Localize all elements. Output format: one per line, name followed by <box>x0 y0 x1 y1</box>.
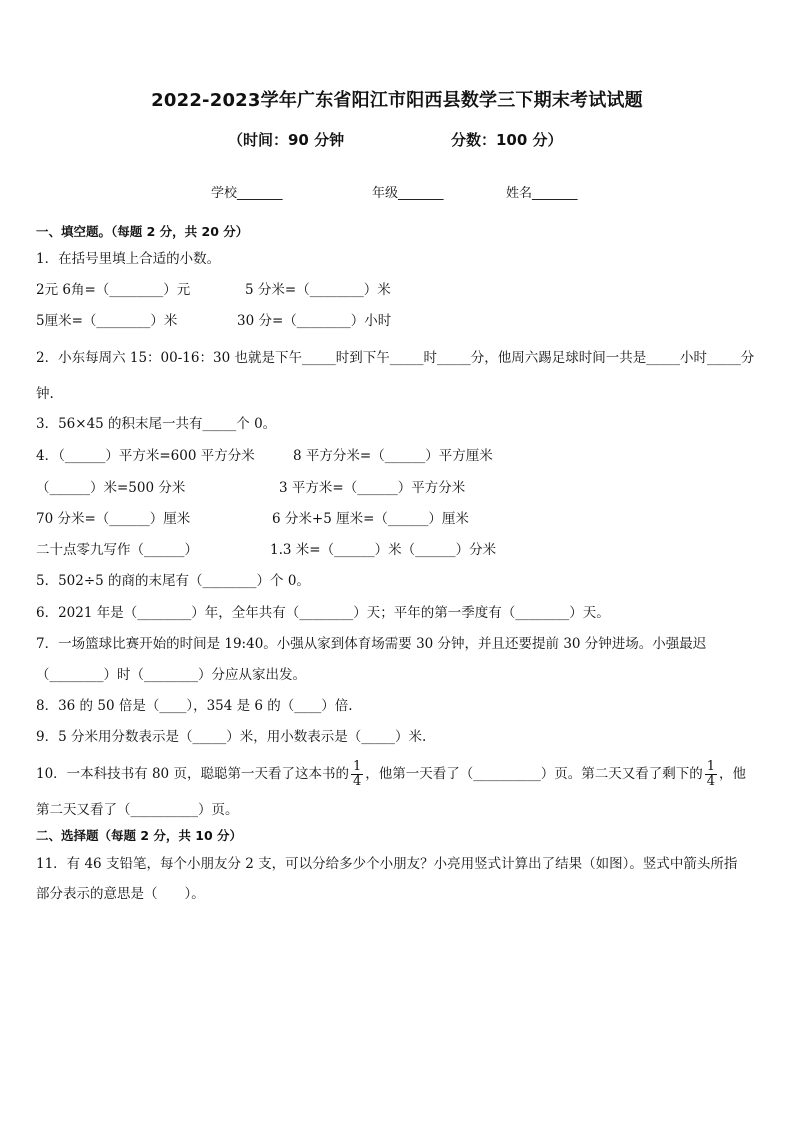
school-field: 学校_______ <box>211 186 283 201</box>
fraction-numerator: 1 <box>706 759 716 774</box>
fraction-one-quarter <box>705 760 717 789</box>
page-title: 2022-2023学年广东省阳江市阳西县数学三下期末考试试题 <box>151 90 643 111</box>
question-10-text-c: ，他 <box>719 766 747 782</box>
question-4b: 8 平方分米=（______）平方厘米 <box>293 448 493 464</box>
question-4d: 3 平方米=（______）平方分米 <box>279 480 466 496</box>
fraction-one-quarter <box>351 760 363 789</box>
question-11-line1: 11．有 46 支铅笔，每个小朋友分 2 支，可以分给多少个小朋友？小亮用竖式计算出了结果（如图）。竖式中箭头所指 <box>36 856 738 872</box>
question-11-line2: 部分表示的意思是（ ）。 <box>36 886 205 902</box>
fraction-denominator: 4 <box>706 774 716 789</box>
question-2-line2: 钟. <box>36 386 54 402</box>
grade-field: 年级_______ <box>372 186 444 201</box>
question-1c: 5厘米=（________）米 <box>36 313 178 329</box>
exam-time: （时间：90 分钟 <box>228 131 345 149</box>
question-1a: 2元 6角=（________）元 <box>36 282 191 298</box>
question-4g: 二十点零九写作（______） <box>36 542 198 558</box>
question-7-line1: 7．一场篮球比赛开始的时间是 19:40。小强从家到体育场需要 30 分钟，并且还要提前 30 分钟进场。小强最迟 <box>36 636 707 652</box>
question-10-text-a: 10．一本科技书有 80 页，聪聪第一天看了这本书的 <box>36 766 349 782</box>
question-5: 5．502÷5 的商的末尾有（________）个 0。 <box>36 573 310 589</box>
question-4a: 4．（______）平方米=600 平方分米 <box>36 448 255 464</box>
question-3: 3．56×45 的积末尾一共有_____个 0。 <box>36 416 277 432</box>
question-4h: 1.3 米=（______）米（______）分米 <box>270 542 497 558</box>
question-7-line2: （________）时（________）分应从家出发。 <box>36 667 306 683</box>
question-10-line1 <box>36 758 746 790</box>
section-fill-heading: 一、填空题。（每题 2 分，共 20 分） <box>36 224 249 239</box>
question-9: 9．5 分米用分数表示是（_____）米，用小数表示是（_____）米. <box>36 729 427 745</box>
question-10-text-b: ，他第一天看了（__________）页。第二天又看了剩下的 <box>365 766 703 782</box>
name-field: 姓名_______ <box>506 186 578 201</box>
question-8: 8．36 的 50 倍是（____），354 是 6 的（____）倍. <box>36 698 353 714</box>
question-2-line1: 2．小东每周六 15：00-16：30 也就是下午_____时到下午_____时_____分，他周六踢足球时间一共是_____小时_____分 <box>36 350 755 366</box>
question-4e: 70 分米=（______）厘米 <box>36 511 191 527</box>
question-10-line2: 第二天又看了（__________）页。 <box>36 802 239 818</box>
fraction-denominator: 4 <box>352 774 362 789</box>
question-1: 1．在括号里填上合适的小数。 <box>36 251 221 267</box>
question-4f: 6 分米+5 厘米=（______）厘米 <box>272 511 469 527</box>
question-1b: 5 分米=（________）米 <box>245 282 391 298</box>
question-6: 6．2021 年是（________）年，全年共有（________）天；平年的第一季度有（________）天。 <box>36 605 610 621</box>
exam-score: 分数：100 分） <box>451 131 563 149</box>
section-choice-heading: 二、选择题（每题 2 分，共 10 分） <box>36 828 243 843</box>
question-4c: （______）米=500 分米 <box>36 480 186 496</box>
fraction-numerator: 1 <box>352 759 362 774</box>
question-1d: 30 分=（________）小时 <box>237 313 392 329</box>
